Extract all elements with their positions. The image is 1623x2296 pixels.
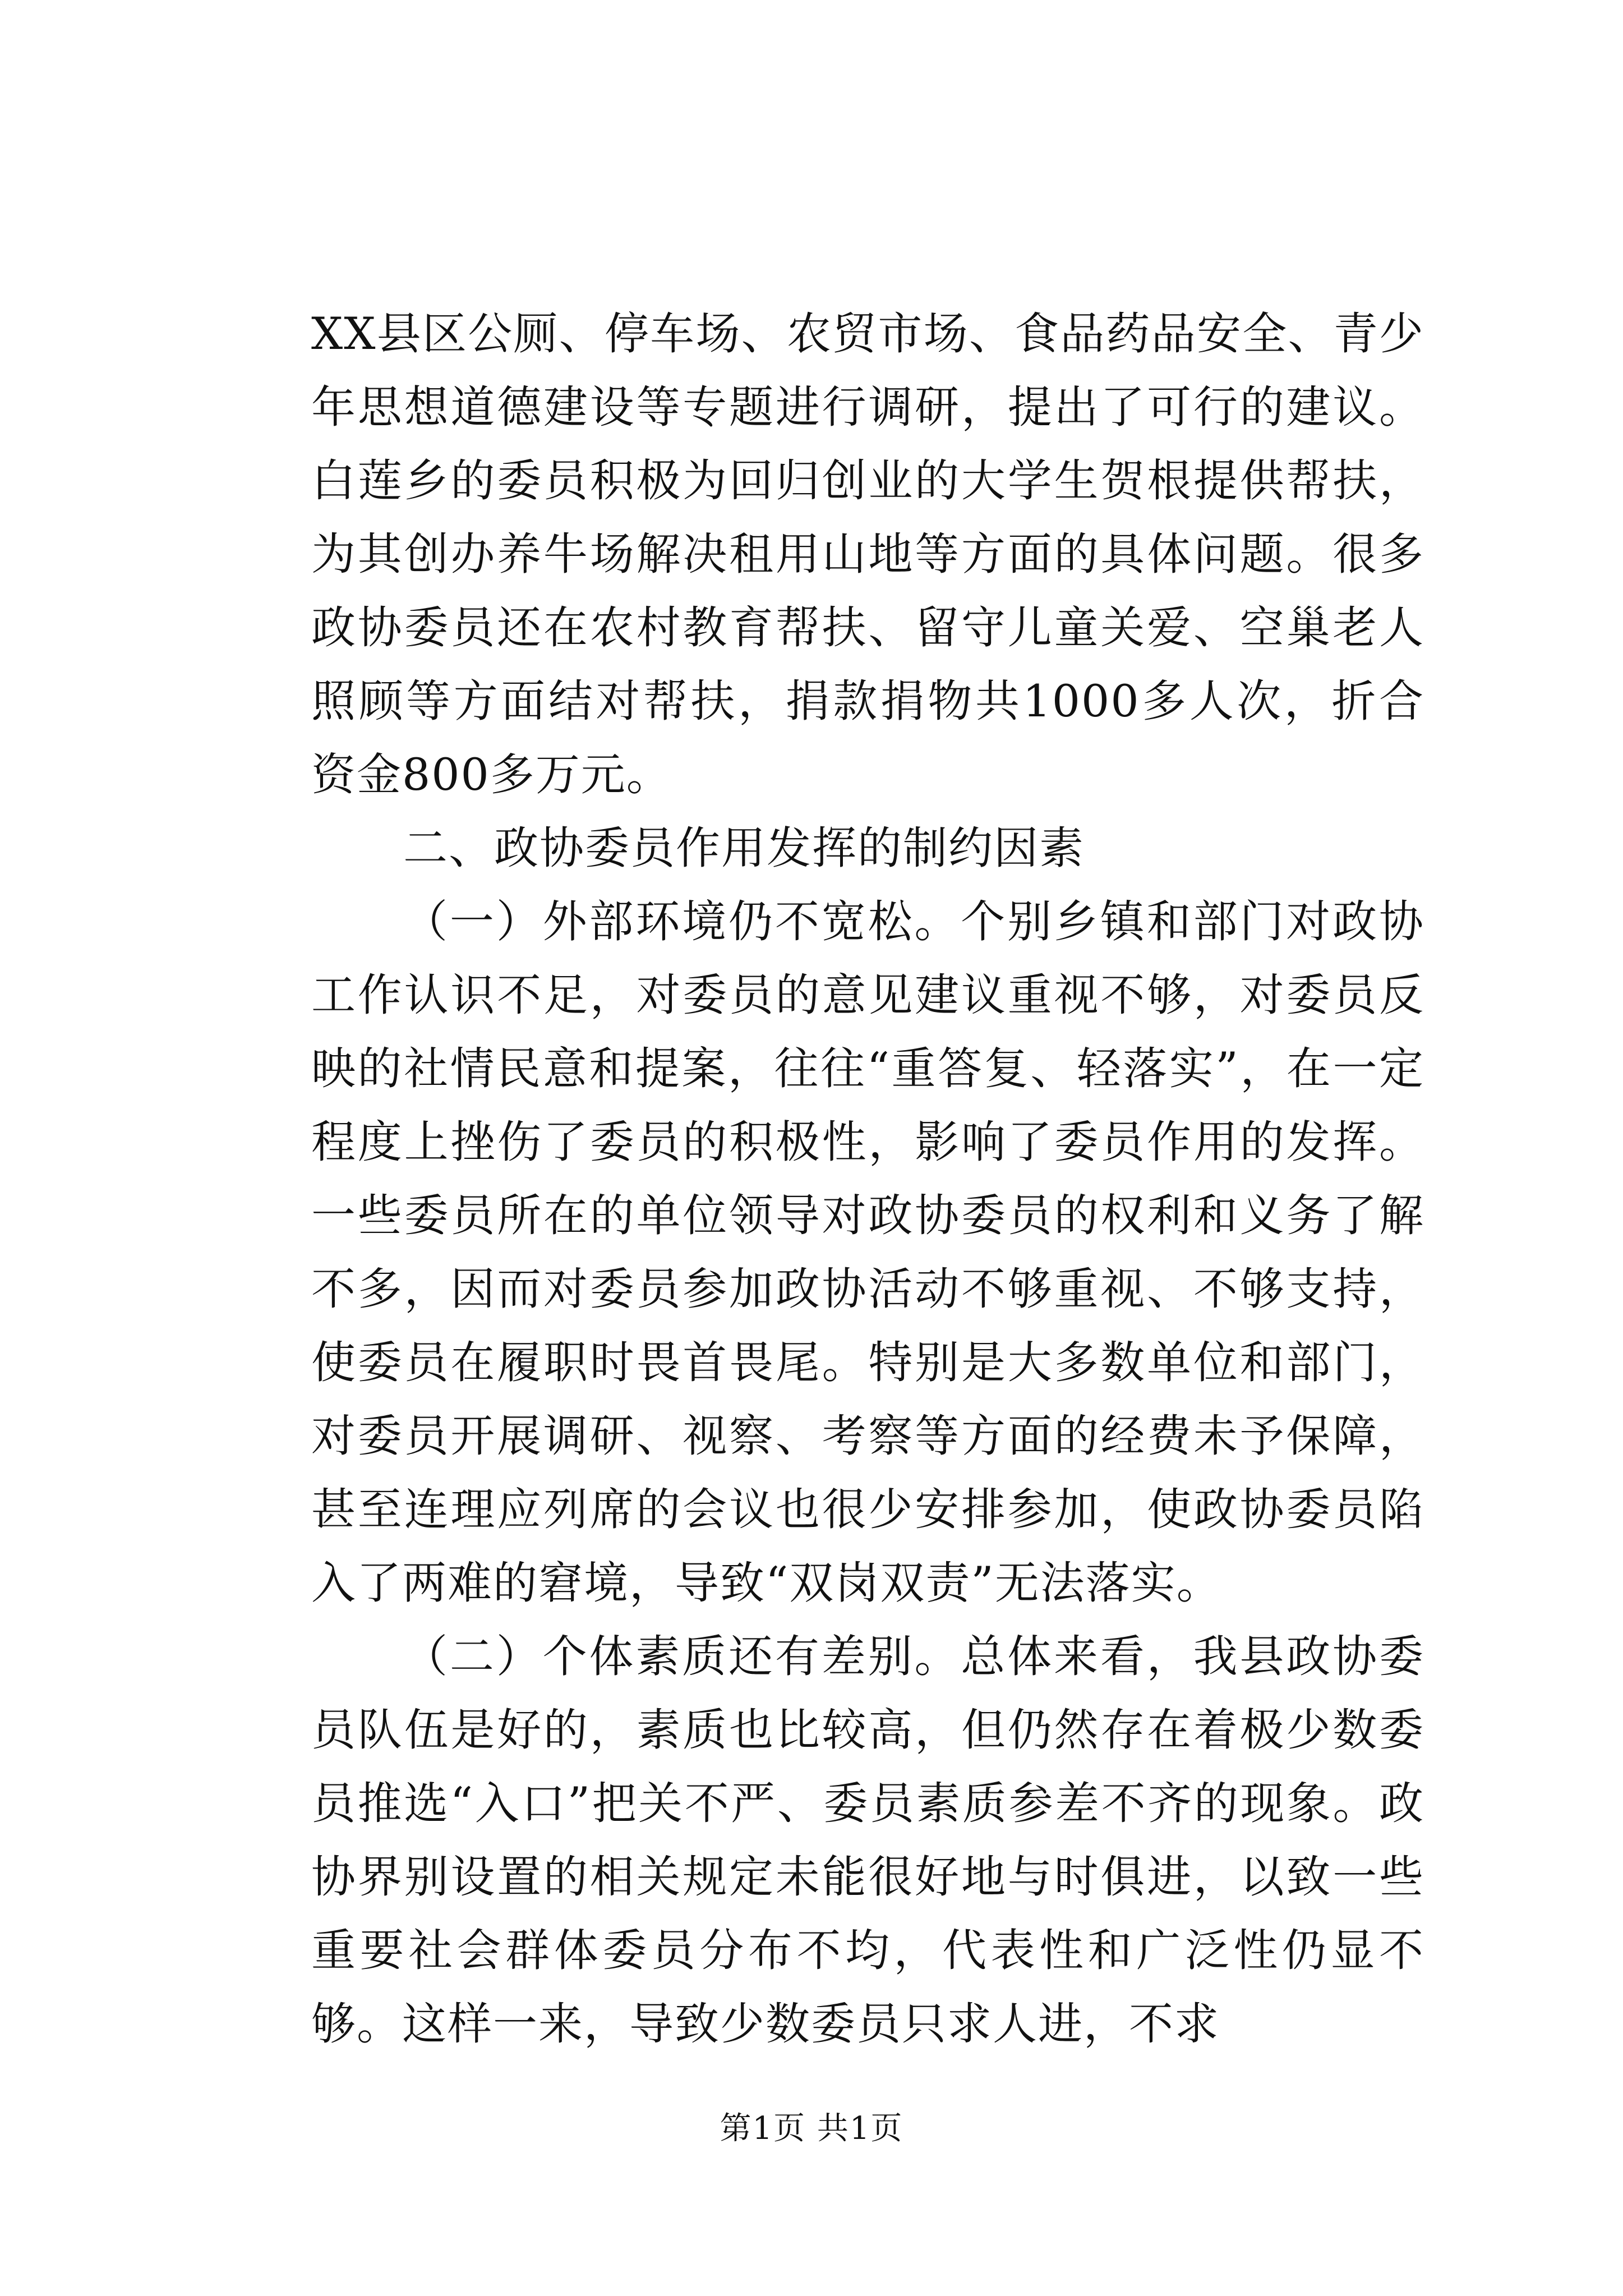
page-footer: 第1页 共1页 [720, 2110, 903, 2147]
section-heading: 二、政协委员作用发挥的制约因素 [403, 822, 1085, 874]
paragraph-continuation: XX县区公厕、停车场、农贸市场、食品药品安全、青少年思想道德建设等专题进行调研，提出了可行的建议。白莲乡的委员积极为回归创业的大学生贺根提供帮扶，为其创办养牛场解决租用山地等方面的具体问题。很多政协委员还在农村教育帮扶、留守儿童关爱、空巢老人照顾等方面结对帮扶，捐款捐物共1000多人次，折合资金800多万元。 [311, 308, 1424, 800]
document-body [311, 297, 1424, 2061]
paragraph-individual-quality: （二）个体素质还有差别。总体来看，我县政协委员队伍是好的，素质也比较高，但仍然存在着极少数委员推选“入口”把关不严、委员素质参差不齐的现象。政协界别设置的相关规定未能很好地与时俱进，以致一些重要社会群体委员分布不均，代表性和广泛性仍显不够。这样一来，导致少数委员只求人进，不求 [311, 1631, 1424, 2050]
paragraph-external-environment: （一）外部环境仍不宽松。个别乡镇和部门对政协工作认识不足，对委员的意见建议重视不够，对委员反映的社情民意和提案，往往“重答复、轻落实”，在一定程度上挫伤了委员的积极性，影响了委员作用的发挥。一些委员所在的单位领导对政协委员的权利和义务了解不多，因而对委员参加政协活动不够重视、不够支持，使委员在履职时畏首畏尾。特别是大多数单位和部门，对委员开展调研、视察、考察等方面的经费未予保障，甚至连理应列席的会议也很少安排参加，使政协委员陷入了两难的窘境，导致“双岗双责”无法落实。 [311, 896, 1424, 1609]
